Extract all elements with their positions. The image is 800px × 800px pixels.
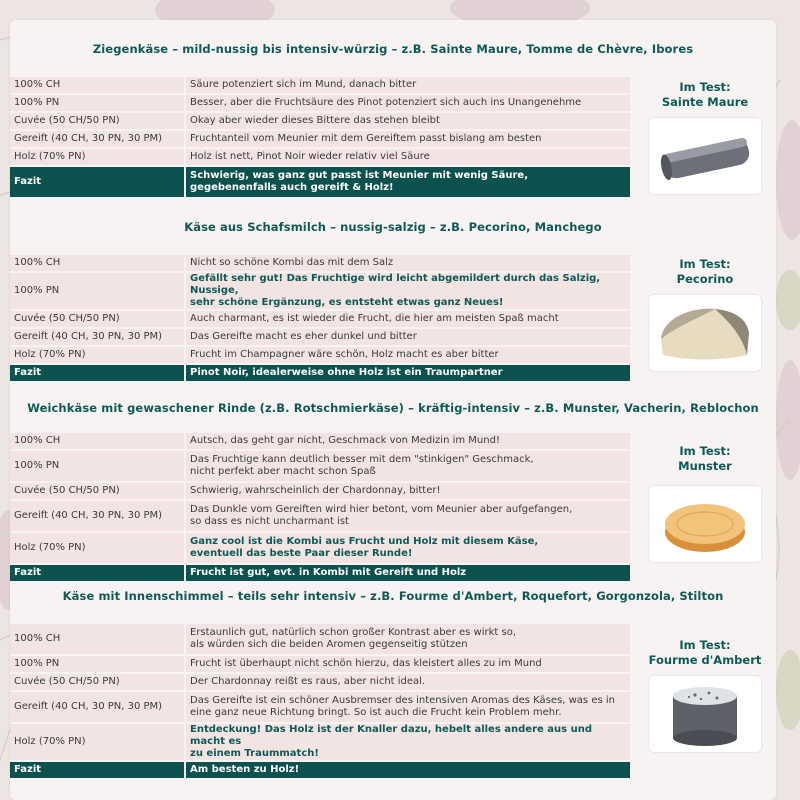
tasting-note: Der Chardonnay reißt es raus, aber nicht ideal. xyxy=(186,674,630,690)
tasting-note: Frucht ist überhaupt nicht schön hierzu, das kleistert alles zu im Mund xyxy=(186,656,630,672)
wine-label: Gereift (40 CH, 30 PN, 30 PM) xyxy=(10,501,186,531)
fazit-row xyxy=(10,365,630,381)
tasting-note: Autsch, das geht gar nicht, Geschmack von Medizin im Mund! xyxy=(186,433,630,449)
table-row xyxy=(10,95,630,111)
tasting-note: Schwierig, wahrscheinlich der Chardonnay, bitter! xyxy=(186,483,630,499)
section-title: Käse mit Innenschimmel – teils sehr intensiv – z.B. Fourme d'Ambert, Roquefort, Gorgonzola, Stilton xyxy=(62,589,724,603)
fazit-label: Fazit xyxy=(10,565,186,581)
test-cheese-name: Fourme d'Ambert xyxy=(648,653,762,667)
wine-label: Holz (70% PN) xyxy=(10,533,186,563)
wine-label: 100% CH xyxy=(10,255,186,271)
test-label: Im Test: xyxy=(679,638,731,652)
tasting-note: Frucht im Champagner wäre schön, Holz macht es aber bitter xyxy=(186,347,630,363)
tasting-note: Nicht so schöne Kombi das mit dem Salz xyxy=(186,255,630,271)
tasting-note: Das Fruchtige kann deutlich besser mit dem "stinkigen" Geschmack, nicht perfekt aber macht schon Spaß xyxy=(186,451,630,481)
wine-label: Gereift (40 CH, 30 PN, 30 PM) xyxy=(10,692,186,722)
table-row xyxy=(10,533,630,563)
wine-label: Cuvée (50 CH/50 PN) xyxy=(10,483,186,499)
content-card xyxy=(10,20,776,800)
test-label: Im Test: xyxy=(679,257,731,271)
cheese-photo xyxy=(649,486,761,562)
tasting-note: Das Gereifte ist ein schöner Ausbremser des intensiven Aromas des Käses, was es in eine ganz neue Richtung bringt. So ist auch die Frucht kein Problem mehr. xyxy=(186,692,630,722)
section-title: Ziegenkäse – mild-nussig bis intensiv-würzig – z.B. Sainte Maure, Tomme de Chèvre, Ibores xyxy=(92,42,694,56)
wine-label: 100% PN xyxy=(10,656,186,672)
fazit-row xyxy=(10,167,630,197)
table-row xyxy=(10,77,630,93)
fazit-row xyxy=(10,762,630,778)
wine-label: 100% CH xyxy=(10,624,186,654)
cheese-photo xyxy=(649,676,761,752)
table-row xyxy=(10,433,630,449)
fazit-text: Pinot Noir, idealerweise ohne Holz ist ein Traumpartner xyxy=(186,365,630,381)
test-label: Im Test: xyxy=(679,80,731,94)
test-cheese-name: Pecorino xyxy=(676,272,734,286)
test-cheese-name: Sainte Maure xyxy=(661,95,749,109)
table-row xyxy=(10,131,630,147)
wine-label: 100% PN xyxy=(10,273,186,309)
table-row xyxy=(10,656,630,672)
test-cheese-name: Munster xyxy=(678,459,732,473)
section-title: Weichkäse mit gewaschener Rinde (z.B. Rotschmierkäse) – kräftig-intensiv – z.B. Munster, Vacherin, Reblochon xyxy=(27,401,759,415)
wine-label: Gereift (40 CH, 30 PN, 30 PM) xyxy=(10,131,186,147)
fazit-text: Am besten zu Holz! xyxy=(186,762,630,778)
table-row xyxy=(10,347,630,363)
test-cheese-box xyxy=(644,638,766,752)
table-row xyxy=(10,501,630,531)
cheese-photo xyxy=(649,118,761,194)
wine-label: Gereift (40 CH, 30 PN, 30 PM) xyxy=(10,329,186,345)
wine-label: 100% PN xyxy=(10,95,186,111)
wine-label: Cuvée (50 CH/50 PN) xyxy=(10,674,186,690)
table-row xyxy=(10,329,630,345)
pairing-table xyxy=(10,622,630,780)
wine-label: 100% CH xyxy=(10,433,186,449)
tasting-note: Das Dunkle vom Gereiften wird hier betont, vom Meunier aber aufgefangen, so dass es nicht uncharmant ist xyxy=(186,501,630,531)
fazit-row xyxy=(10,565,630,581)
tasting-note: Fruchtanteil vom Meunier mit dem Gereiftem passt bislang am besten xyxy=(186,131,630,147)
tasting-note: Erstaunlich gut, natürlich schon großer Kontrast aber es wirkt so, als würden sich die beiden Aromen gegenseitig stützen xyxy=(186,624,630,654)
fazit-label: Fazit xyxy=(10,762,186,778)
table-row xyxy=(10,273,630,309)
table-row xyxy=(10,255,630,271)
tasting-note: Holz ist nett, Pinot Noir wieder relativ viel Säure xyxy=(186,149,630,165)
table-row xyxy=(10,624,630,654)
pairing-table xyxy=(10,431,630,583)
table-row xyxy=(10,692,630,722)
wine-label: 100% CH xyxy=(10,77,186,93)
test-cheese-box xyxy=(644,444,766,562)
table-row xyxy=(10,311,630,327)
pairing-table xyxy=(10,253,630,383)
tasting-note: Entdeckung! Das Holz ist der Knaller dazu, hebelt alles andere aus und macht es zu einem Traummatch! xyxy=(186,724,630,760)
table-row xyxy=(10,483,630,499)
tasting-note: Ganz cool ist die Kombi aus Frucht und Holz mit diesem Käse, eventuell das beste Paar dieser Runde! xyxy=(186,533,630,563)
wine-label: 100% PN xyxy=(10,451,186,481)
tasting-note: Gefällt sehr gut! Das Fruchtige wird leicht abgemildert durch das Salzig, Nussige, sehr schöne Ergänzung, es entsteht etwas ganz Neues! xyxy=(186,273,630,309)
fazit-label: Fazit xyxy=(10,365,186,381)
tasting-note: Okay aber wieder dieses Bittere das stehen bleibt xyxy=(186,113,630,129)
fazit-text: Schwierig, was ganz gut passt ist Meunier mit wenig Säure, gegebenenfalls auch gereift & Holz! xyxy=(186,167,630,197)
table-row xyxy=(10,451,630,481)
section-title: Käse aus Schafsmilch – nussig-salzig – z.B. Pecorino, Manchego xyxy=(184,220,602,234)
table-row xyxy=(10,724,630,760)
pairing-table xyxy=(10,75,630,199)
wine-label: Holz (70% PN) xyxy=(10,149,186,165)
wine-label: Cuvée (50 CH/50 PN) xyxy=(10,113,186,129)
test-cheese-box xyxy=(644,257,766,371)
tasting-note: Das Gereifte macht es eher dunkel und bitter xyxy=(186,329,630,345)
cheese-photo xyxy=(649,295,761,371)
table-row xyxy=(10,113,630,129)
tasting-note: Auch charmant, es ist wieder die Frucht, die hier am meisten Spaß macht xyxy=(186,311,630,327)
wine-label: Holz (70% PN) xyxy=(10,347,186,363)
test-label: Im Test: xyxy=(679,444,731,458)
test-cheese-box xyxy=(644,80,766,194)
tasting-note: Säure potenziert sich im Mund, danach bitter xyxy=(186,77,630,93)
wine-label: Cuvée (50 CH/50 PN) xyxy=(10,311,186,327)
fazit-label: Fazit xyxy=(10,167,186,197)
tasting-note: Besser, aber die Fruchtsäure des Pinot potenziert sich auch ins Unangenehme xyxy=(186,95,630,111)
wine-label: Holz (70% PN) xyxy=(10,724,186,760)
table-row xyxy=(10,149,630,165)
table-row xyxy=(10,674,630,690)
fazit-text: Frucht ist gut, evt. in Kombi mit Gereift und Holz xyxy=(186,565,630,581)
